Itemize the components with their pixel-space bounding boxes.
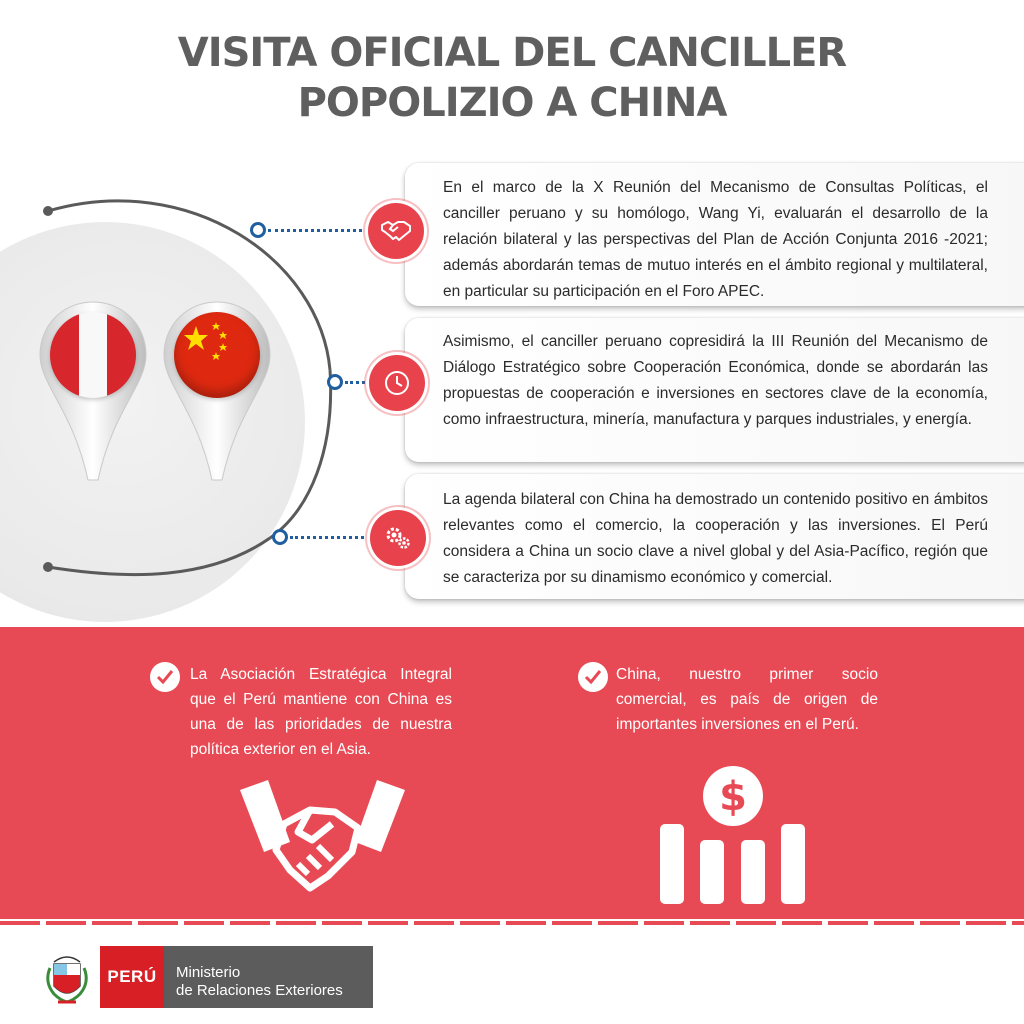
info-card-1 [405,163,1024,306]
ministry-logo [100,946,373,1008]
card-1-text: En el marco de la X Reunión del Mecanismo de Consultas Políticas, el canciller peruano y su homólogo, Wang Yi, evaluarán el desarrollo de la relación bilateral y las perspectivas del Plan de Acción Conjunta 2016 -2021; además abordarán temas de mutuo interés en el ámbito regional y multilateral, en particular su participación en el Foro APEC. [443,179,988,300]
check-icon [578,662,608,692]
gears-icon [370,510,426,566]
timeline-node-3 [272,529,288,545]
connector-2 [345,381,370,384]
highlight-1-text: La Asociación Estratégica Integral que el Perú mantiene con China es una de las prioridades de nuestra política exterior en el Asia. [190,666,452,758]
timeline-node-1 [250,222,266,238]
clock-icon [369,355,425,411]
info-card-3 [405,474,1024,599]
logo-ministry-line-2: de Relaciones Exteriores [176,982,343,999]
highlight-2-text: China, nuestro primer socio comercial, es país de origen de importantes inversiones en el Perú. [616,666,878,733]
timeline-node-2 [327,374,343,390]
dollar-bars-icon [660,762,805,907]
china-flag-pin-icon [162,300,272,480]
check-icon [150,662,180,692]
connector-3 [290,536,370,539]
handshake-icon [368,203,424,259]
card-2-text: Asimismo, el canciller peruano copresidirá la III Reunión del Mecanismo de Diálogo Estratégico sobre Cooperación Económica, donde se abordarán las propuestas de cooperación e inversiones en sectores clave de la economía, como infraestructura, minería, manufactura y parques industriales, y energía. [443,333,988,428]
info-card-2 [405,318,1024,462]
svg-text:$: $ [719,774,747,820]
title-line-2: POPOLIZIO A CHINA [297,80,727,126]
peru-flag-pin-icon [38,300,148,480]
logo-ministry-line-1: Ministerio [176,964,241,981]
connector-1 [268,229,368,232]
band-divider [0,920,1024,926]
title-line-1: VISITA OFICIAL DEL CANCILLER [177,30,847,76]
handshake-icon [240,780,405,905]
peru-coat-of-arms-icon [40,948,94,1010]
card-3-text: La agenda bilateral con China ha demostrado un contenido positivo en ámbitos relevantes como el comercio, la cooperación y las inversiones. El Perú considera a China un socio clave a nivel global y del Asia-Pacífico, región que se caracteriza por su dinamismo económico y comercial. [443,491,988,586]
logo-country: PERÚ [100,946,164,1008]
logo-ministry [164,946,373,1008]
page-title [0,28,1024,128]
